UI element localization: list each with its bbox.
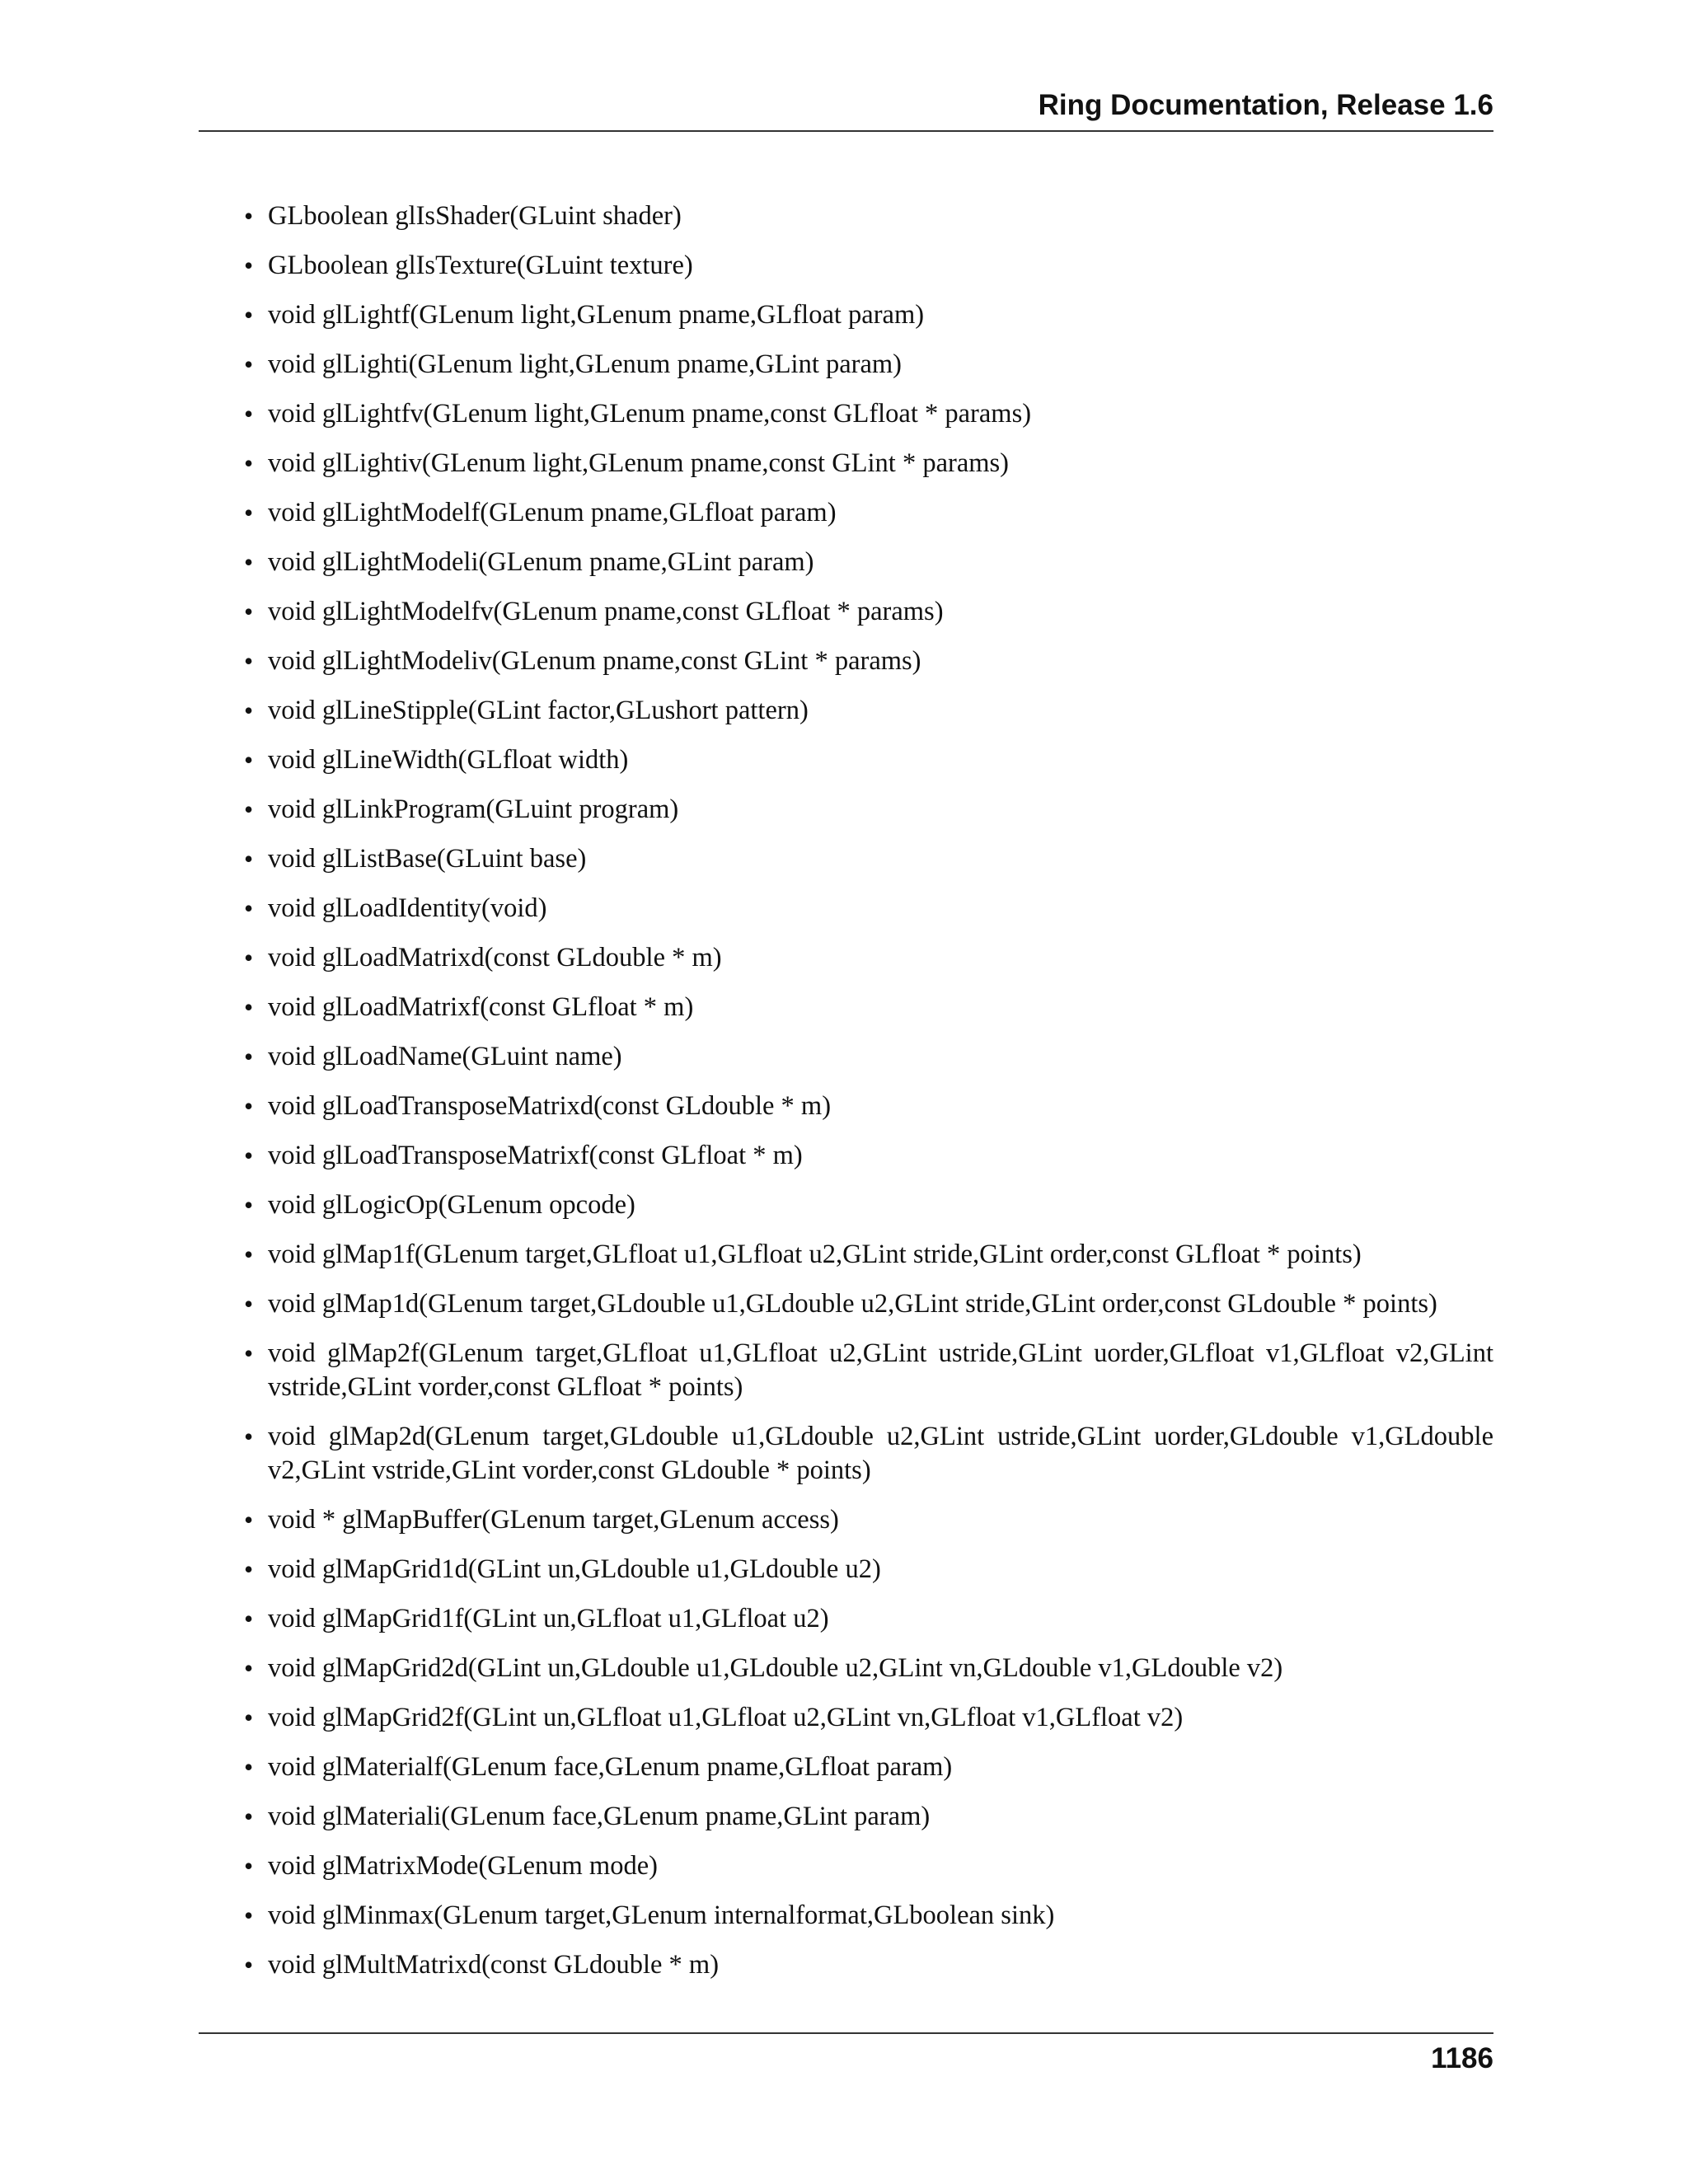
list-item [199, 1287, 1493, 1321]
list-item [199, 348, 1493, 382]
function-signature: GLboolean glIsTexture(GLuint texture) [268, 251, 693, 280]
function-signature: void glLightModeli(GLenum pname,GLint param) [268, 547, 814, 577]
list-item [199, 1849, 1493, 1883]
bullet-icon: • [244, 547, 254, 577]
list-item [199, 546, 1493, 579]
bullet-icon: • [244, 1422, 254, 1451]
function-signature: void glMapGrid1d(GLint un,GLdouble u1,GLdouble u2) [268, 1554, 881, 1584]
function-signature: void glLinkProgram(GLuint program) [268, 794, 679, 824]
bullet-icon: • [244, 201, 254, 231]
function-signature: void glLineStipple(GLint factor,GLushort pattern) [268, 696, 809, 725]
bullet-icon: • [244, 1950, 254, 1980]
list-item [199, 447, 1493, 480]
list-item [199, 1602, 1493, 1636]
bullet-icon: • [244, 646, 254, 676]
function-signature: void glLightfv(GLenum light,GLenum pname,const GLfloat * params) [268, 399, 1032, 429]
function-signature: void glMatrixMode(GLenum mode) [268, 1851, 658, 1881]
function-signature: void glLightf(GLenum light,GLenum pname,GLfloat param) [268, 300, 925, 330]
bullet-icon: • [244, 1554, 254, 1584]
list-item [199, 1040, 1493, 1074]
list-item [199, 694, 1493, 728]
bullet-icon: • [244, 696, 254, 725]
function-signature: void glLoadName(GLuint name) [268, 1042, 622, 1071]
list-item [199, 1800, 1493, 1834]
list-item [199, 1188, 1493, 1222]
list-item [199, 249, 1493, 283]
list-item [199, 743, 1493, 777]
bullet-icon: • [244, 1900, 254, 1930]
function-signature: void glLoadTransposeMatrixf(const GLfloat * m) [268, 1141, 803, 1170]
function-signature: void glLoadMatrixf(const GLfloat * m) [268, 992, 694, 1022]
function-signature: void glLightModelf(GLenum pname,GLfloat param) [268, 498, 837, 527]
bullet-icon: • [244, 1851, 254, 1881]
bullet-icon: • [244, 251, 254, 280]
function-list [199, 199, 1493, 1982]
bullet-icon: • [244, 1338, 254, 1368]
function-signature: void glMap2d(GLenum target,GLdouble u1,GLdouble u2,GLint ustride,GLint uorder,GLdouble v1,GLdouble v2,GLint vstride,GLint vorder,const GLdouble * points) [268, 1422, 1493, 1485]
bullet-icon: • [244, 597, 254, 626]
function-signature: void glMaterialf(GLenum face,GLenum pname,GLfloat param) [268, 1752, 953, 1782]
list-item [199, 1337, 1493, 1404]
function-signature: void glMap1d(GLenum target,GLdouble u1,GLdouble u2,GLint stride,GLint order,const GLdouble * points) [268, 1289, 1437, 1319]
list-item [199, 644, 1493, 678]
list-item [199, 892, 1493, 926]
function-signature: void glMinmax(GLenum target,GLenum internalformat,GLboolean sink) [268, 1900, 1055, 1930]
bullet-icon: • [244, 1752, 254, 1782]
function-signature: void glListBase(GLuint base) [268, 844, 587, 874]
bullet-icon: • [244, 1802, 254, 1831]
list-item [199, 991, 1493, 1024]
list-item [199, 199, 1493, 233]
bullet-icon: • [244, 1653, 254, 1683]
bullet-icon: • [244, 448, 254, 478]
bullet-icon: • [244, 1240, 254, 1269]
bullet-icon: • [244, 992, 254, 1022]
function-signature: void glMap1f(GLenum target,GLfloat u1,GLfloat u2,GLint stride,GLint order,const GLfloat * points) [268, 1240, 1362, 1269]
list-item [199, 1238, 1493, 1272]
bullet-icon: • [244, 1604, 254, 1633]
list-item [199, 1090, 1493, 1123]
function-signature: void glMap2f(GLenum target,GLfloat u1,GLfloat u2,GLint ustride,GLint uorder,GLfloat v1,GLfloat v2,GLint vstride,GLint vorder,const GLfloat * points) [268, 1338, 1493, 1402]
bullet-icon: • [244, 498, 254, 527]
bullet-icon: • [244, 1289, 254, 1319]
list-item [199, 941, 1493, 975]
function-signature: void glMultMatrixd(const GLdouble * m) [268, 1950, 720, 1980]
function-signature: void glLoadMatrixd(const GLdouble * m) [268, 943, 722, 972]
function-signature: void glMapGrid2d(GLint un,GLdouble u1,GLdouble u2,GLint vn,GLdouble v1,GLdouble v2) [268, 1653, 1283, 1683]
page-number: 1186 [1431, 2042, 1493, 2074]
list-item [199, 1139, 1493, 1173]
bullet-icon: • [244, 1141, 254, 1170]
function-signature: void glLineWidth(GLfloat width) [268, 745, 629, 775]
list-item [199, 1948, 1493, 1982]
bullet-icon: • [244, 1190, 254, 1220]
list-item [199, 793, 1493, 827]
list-item [199, 1899, 1493, 1933]
bullet-icon: • [244, 893, 254, 923]
function-signature: void glLighti(GLenum light,GLenum pname,GLint param) [268, 349, 903, 379]
list-item [199, 842, 1493, 876]
function-signature: void glMapGrid1f(GLint un,GLfloat u1,GLfloat u2) [268, 1604, 829, 1633]
list-item [199, 397, 1493, 431]
function-signature: void glMapGrid2f(GLint un,GLfloat u1,GLfloat u2,GLint vn,GLfloat v1,GLfloat v2) [268, 1703, 1184, 1732]
page-content [199, 199, 1493, 1998]
list-item [199, 1553, 1493, 1586]
list-item [199, 595, 1493, 629]
bullet-icon: • [244, 1505, 254, 1535]
page-header [199, 89, 1493, 132]
function-signature: void glLoadIdentity(void) [268, 893, 547, 923]
bullet-icon: • [244, 844, 254, 874]
function-signature: void glLogicOp(GLenum opcode) [268, 1190, 635, 1220]
bullet-icon: • [244, 300, 254, 330]
function-signature: void glLoadTransposeMatrixd(const GLdouble * m) [268, 1091, 832, 1121]
bullet-icon: • [244, 1703, 254, 1732]
list-item [199, 1503, 1493, 1537]
list-item [199, 1701, 1493, 1735]
bullet-icon: • [244, 794, 254, 824]
list-item [199, 1750, 1493, 1784]
bullet-icon: • [244, 943, 254, 972]
bullet-icon: • [244, 349, 254, 379]
function-signature: void glLightiv(GLenum light,GLenum pname,const GLint * params) [268, 448, 1010, 478]
list-item [199, 496, 1493, 530]
bullet-icon: • [244, 745, 254, 775]
function-signature: void glLightModeliv(GLenum pname,const GLint * params) [268, 646, 921, 676]
bullet-icon: • [244, 1042, 254, 1071]
document-title: Ring Documentation, Release 1.6 [1038, 89, 1493, 121]
function-signature: void * glMapBuffer(GLenum target,GLenum access) [268, 1505, 839, 1535]
function-signature: GLboolean glIsShader(GLuint shader) [268, 201, 682, 231]
list-item [199, 298, 1493, 332]
function-signature: void glLightModelfv(GLenum pname,const GLfloat * params) [268, 597, 944, 626]
function-signature: void glMateriali(GLenum face,GLenum pname,GLint param) [268, 1802, 931, 1831]
list-item [199, 1652, 1493, 1685]
bullet-icon: • [244, 1091, 254, 1121]
list-item [199, 1420, 1493, 1488]
page-footer [199, 2032, 1493, 2074]
bullet-icon: • [244, 399, 254, 429]
